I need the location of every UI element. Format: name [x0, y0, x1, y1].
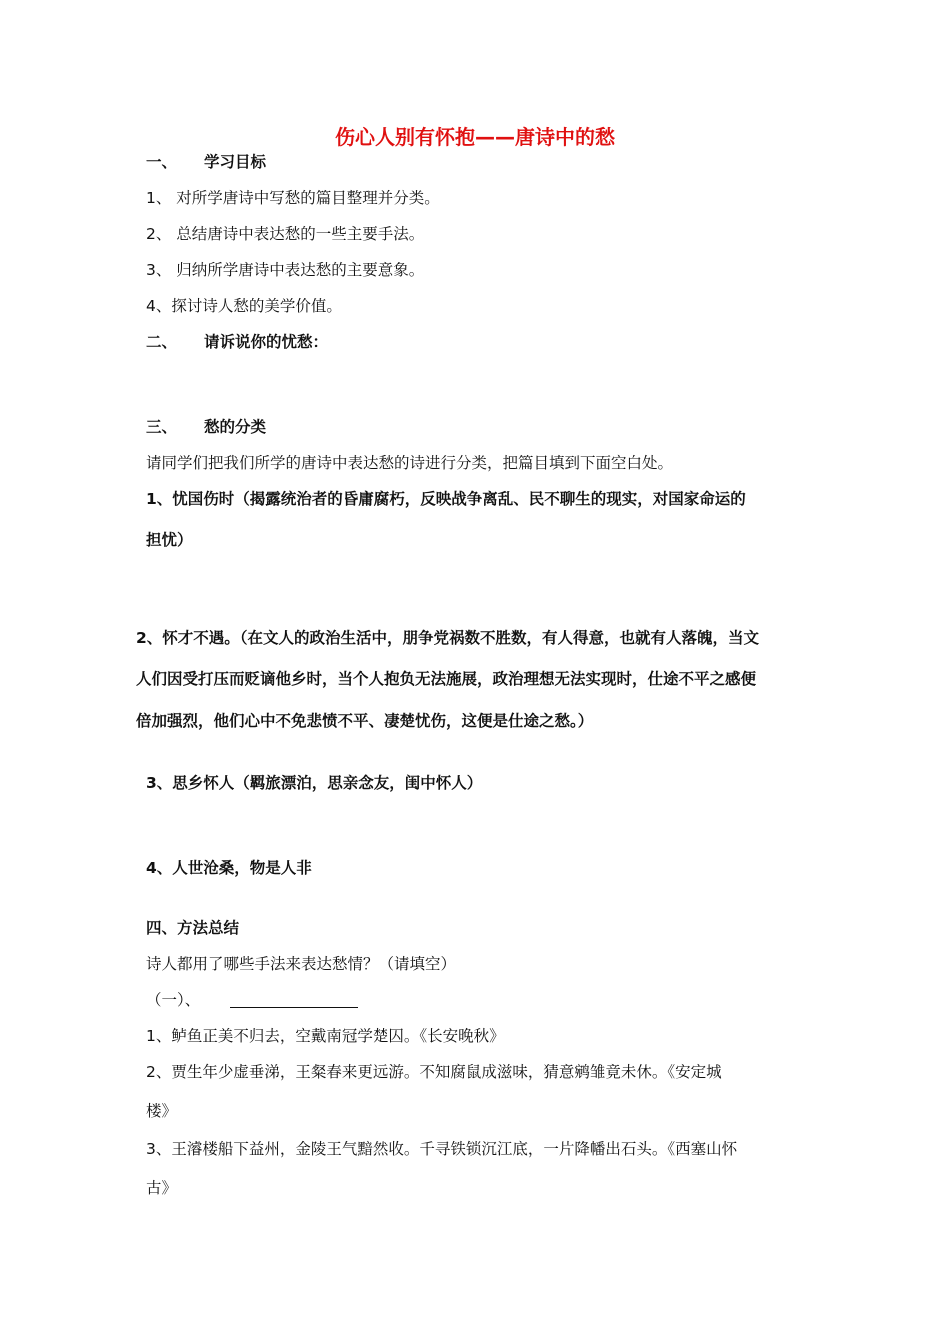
goal-item: 1、 对所学唐诗中写愁的篇目整理并分类。 — [146, 189, 440, 207]
goal-item: 2、 总结唐诗中表达愁的一些主要手法。 — [146, 225, 425, 243]
section-1-number: 一、 — [146, 153, 178, 171]
section-2-label: 请诉说你的忧愁： — [204, 333, 329, 351]
fill-blank-label: （一）、 — [146, 991, 201, 1009]
fill-blank-line[interactable] — [230, 993, 358, 1008]
section-3-number: 三、 — [146, 418, 178, 436]
category-1-line: 担忧） — [146, 531, 193, 549]
section-3-label: 愁的分类 — [204, 418, 267, 436]
poem-line: 2、贾生年少虚垂涕，王粲春来更远游。不知腐鼠成滋味，猜意鹓雏竟未休。《安定城 — [146, 1063, 722, 1081]
category-1-line: 1、忧国伤时（揭露统治者的昏庸腐朽，反映战争离乱、民不聊生的现实，对国家命运的 — [146, 490, 746, 508]
poem-line: 3、王濬楼船下益州，金陵王气黯然收。千寻铁锁沉江底，一片降幡出石头。《西塞山怀 — [146, 1140, 738, 1158]
poem-line: 楼》 — [146, 1102, 178, 1120]
category-3-line: 3、思乡怀人（羁旅漂泊，思亲念友，闺中怀人） — [146, 774, 483, 792]
section-3-intro: 请同学们把我们所学的唐诗中表达愁的诗进行分类，把篇目填到下面空白处。 — [146, 454, 674, 472]
goal-item: 4、探讨诗人愁的美学价值。 — [146, 297, 342, 315]
category-2-line: 倍加强烈，他们心中不免悲愤不平、凄楚忧伤，这便是仕途之愁。） — [136, 712, 594, 730]
category-4-line: 4、人世沧桑，物是人非 — [146, 859, 312, 877]
goal-item: 3、 归纳所学唐诗中表达愁的主要意象。 — [146, 261, 425, 279]
section-4-heading: 四、方法总结 — [146, 919, 240, 937]
poem-line: 古》 — [146, 1179, 178, 1197]
section-1-heading — [146, 152, 266, 172]
page-title: 伤心人别有怀抱——唐诗中的愁 — [335, 125, 615, 149]
section-2-heading — [146, 332, 328, 352]
fill-blank-row — [146, 990, 358, 1010]
section-3-heading — [146, 417, 266, 437]
section-4-question: 诗人都用了哪些手法来表达愁情？（请填空） — [146, 955, 457, 973]
section-2-number: 二、 — [146, 333, 178, 351]
section-1-label: 学习目标 — [204, 153, 267, 171]
poem-line: 1、鲈鱼正美不归去，空戴南冠学楚囚。《长安晚秋》 — [146, 1027, 505, 1045]
category-2-line: 人们因受打压而贬谪他乡时，当个人抱负无法施展，政治理想无法实现时，仕途不平之感便 — [136, 670, 757, 688]
category-2-line: 2、怀才不遇。（在文人的政治生活中，朋争党祸数不胜数，有人得意，也就有人落魄，当文 — [136, 629, 760, 647]
